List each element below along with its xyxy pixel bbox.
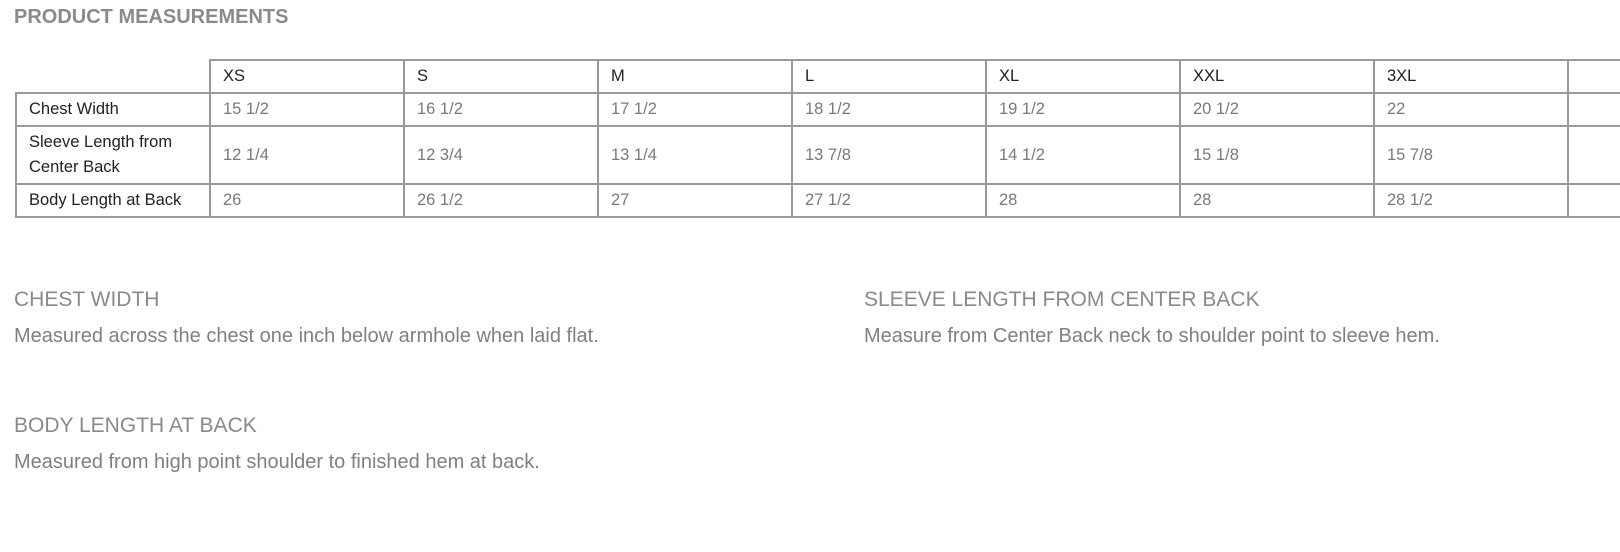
- row-label: Body Length at Back: [16, 184, 210, 217]
- description-text: Measure from Center Back neck to shoulder point to sleeve hem.: [864, 325, 1440, 347]
- description-title: SLEEVE LENGTH FROM CENTER BACK: [864, 288, 1260, 311]
- table-cell: 16 1/2: [404, 93, 598, 126]
- table-cell: 12 3/4: [404, 126, 598, 184]
- table-cell: 26: [210, 184, 404, 217]
- size-header: 3XL: [1374, 60, 1568, 93]
- table-cell: 15 1/2: [210, 93, 404, 126]
- row-label: Chest Width: [16, 93, 210, 126]
- chest-width-description: [14, 287, 834, 349]
- table-cell: 27 1/2: [792, 184, 986, 217]
- table-cell: 20 1/2: [1180, 93, 1374, 126]
- table-header-row: [16, 60, 1620, 93]
- table-row: [16, 184, 1620, 217]
- table-cell: 17 1/2: [598, 93, 792, 126]
- row-label: Sleeve Length from Center Back: [16, 126, 210, 184]
- table-row: [16, 126, 1620, 184]
- table-cell: 27: [598, 184, 792, 217]
- table-row: [16, 93, 1620, 126]
- size-header-overflow: [1568, 60, 1620, 93]
- table-cell: 15 1/8: [1180, 126, 1374, 184]
- page-title: PRODUCT MEASUREMENTS: [14, 6, 289, 28]
- table-cell: 22: [1374, 93, 1568, 126]
- description-text: Measured from high point shoulder to finished hem at back.: [14, 451, 540, 473]
- table-cell: 13 7/8: [792, 126, 986, 184]
- table-cell: 28: [986, 184, 1180, 217]
- table-cell: 13 1/4: [598, 126, 792, 184]
- description-title: BODY LENGTH AT BACK: [14, 414, 257, 437]
- size-header: L: [792, 60, 986, 93]
- table-cell-overflow: [1568, 184, 1620, 217]
- table-cell: 28: [1180, 184, 1374, 217]
- table-cell-overflow: [1568, 93, 1620, 126]
- sleeve-length-description: [864, 287, 1604, 349]
- table-cell: 18 1/2: [792, 93, 986, 126]
- measurements-table: [15, 59, 1620, 218]
- size-header: XS: [210, 60, 404, 93]
- table-corner-cell: [16, 60, 210, 93]
- size-header: M: [598, 60, 792, 93]
- table-cell: 28 1/2: [1374, 184, 1568, 217]
- table-cell: 14 1/2: [986, 126, 1180, 184]
- size-header: XL: [986, 60, 1180, 93]
- table-cell-overflow: [1568, 126, 1620, 184]
- measurements-table-container: [15, 59, 1620, 218]
- size-header: S: [404, 60, 598, 93]
- size-header: XXL: [1180, 60, 1374, 93]
- table-cell: 15 7/8: [1374, 126, 1568, 184]
- table-cell: 26 1/2: [404, 184, 598, 217]
- body-length-description: [14, 413, 834, 475]
- description-text: Measured across the chest one inch below armhole when laid flat.: [14, 325, 599, 347]
- table-cell: 19 1/2: [986, 93, 1180, 126]
- table-cell: 12 1/4: [210, 126, 404, 184]
- description-title: CHEST WIDTH: [14, 288, 160, 311]
